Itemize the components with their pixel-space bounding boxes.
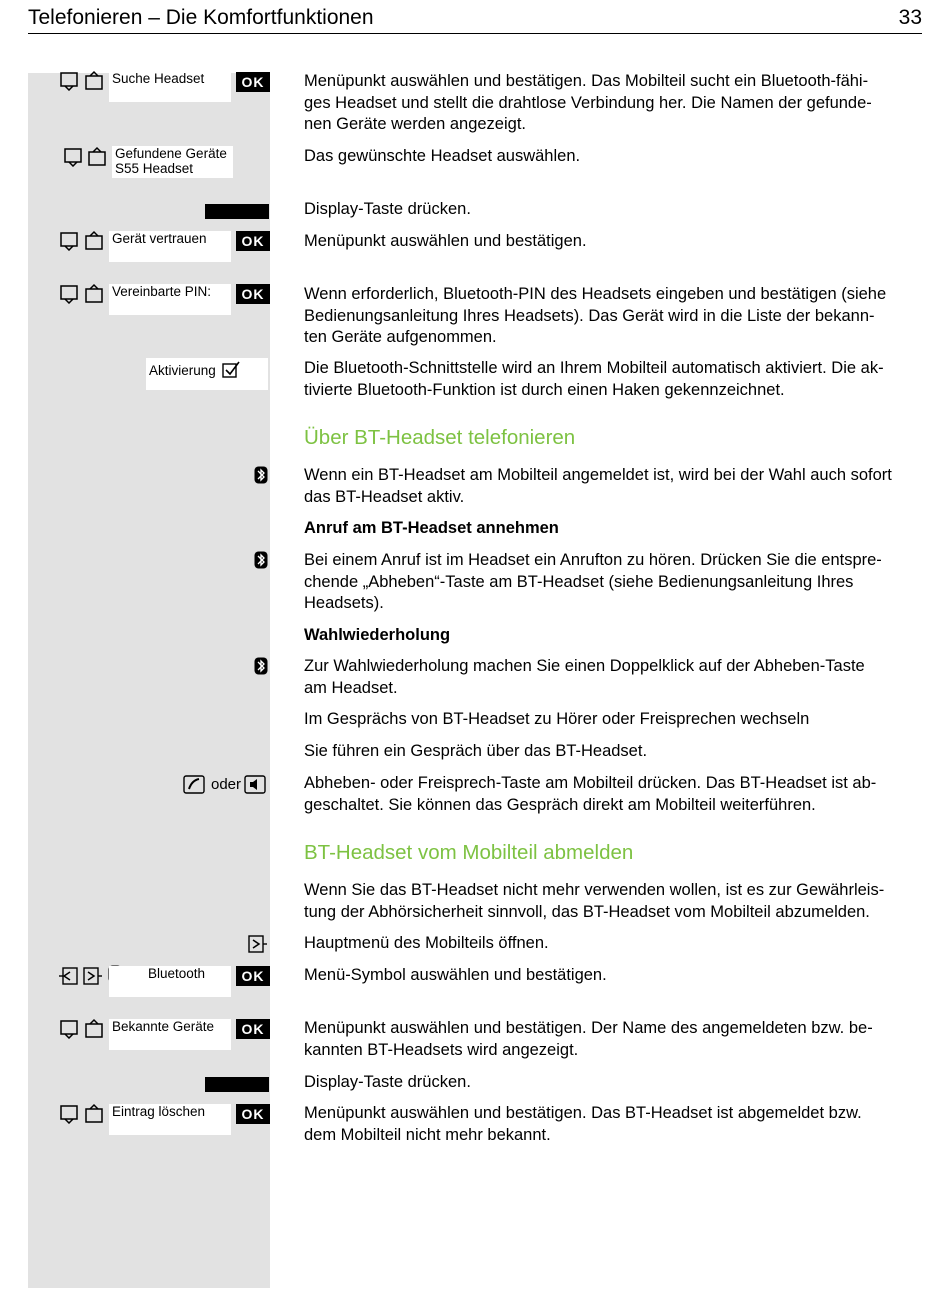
nav-up-key-icon <box>85 70 103 90</box>
handset-key-icon <box>183 775 205 794</box>
ok-key-icon: OK <box>236 1104 270 1124</box>
nav-up-key-icon <box>85 1018 103 1038</box>
text-line: chende „Abheben“-Taste am BT-Headset (siehe Bedienungsanleitung Ihres <box>304 572 854 591</box>
nav-left-key-icon <box>58 967 78 985</box>
text-line: das BT-Headset aktiv. <box>304 487 465 506</box>
paragraph-activation <box>304 358 924 401</box>
text-line: Menüpunkt auswählen und bestätigen. Das Mobilteil sucht ein Bluetooth-fähi- <box>304 72 869 90</box>
text-line: Menüpunkt auswählen und bestätigen. Der Name des angemeldeten bzw. be- <box>304 1019 873 1037</box>
paragraph-deregister-intro <box>304 880 924 923</box>
display-key-icon <box>205 204 269 219</box>
display-activation-label: Aktivierung <box>149 363 216 378</box>
subheading-redial: Wahlwiederholung <box>304 626 451 644</box>
ok-key-icon: OK <box>236 72 270 92</box>
display-trust-device: Gerät vertrauen <box>109 231 231 262</box>
text-line: Abheben- oder Freisprech-Taste am Mobilteil drücken. Das BT-Headset ist ab- <box>304 774 877 792</box>
ok-key-icon: OK <box>236 231 270 251</box>
paragraph-delete-entry <box>304 1103 924 1146</box>
paragraph-answer-call <box>304 550 924 615</box>
page-number: 33 <box>898 6 922 29</box>
text-line: tung der Abhörsicherheit sinnvoll, das BT-Headset vom Mobilteil abzumelden. <box>304 902 870 921</box>
or-label: oder <box>211 776 242 793</box>
paragraph-redial <box>304 656 924 699</box>
text-line: nen Geräte werden angezeigt. <box>304 115 526 133</box>
section-heading-deregister: BT-Headset vom Mobilteil abmelden <box>304 841 634 864</box>
nav-down-key-icon <box>64 148 82 167</box>
text-line: kannten BT-Headsets wird angezeigt. <box>304 1040 579 1059</box>
ok-key-icon: OK <box>236 284 270 304</box>
nav-up-key-icon <box>85 230 103 250</box>
text-line: Zur Wahlwiederholung machen Sie einen Doppelklick auf der Abheben-Taste <box>304 657 865 675</box>
display-activation <box>146 358 268 390</box>
display-bluetooth: Bluetooth <box>109 966 231 997</box>
paragraph-enter-pin <box>304 284 924 349</box>
checkbox-checked-icon <box>222 361 240 378</box>
display-found-devices-item: S55 Headset <box>115 160 194 176</box>
display-key-icon <box>205 1077 269 1092</box>
nav-down-key-icon <box>60 72 78 91</box>
text-line: Wenn ein BT-Headset am Mobilteil angemeldet ist, wird bei der Wahl auch sofort <box>304 466 892 484</box>
text-line: am Headset. <box>304 678 398 697</box>
paragraph-trust-device: Menüpunkt auswählen und bestätigen. <box>304 232 587 250</box>
menu-key-icon <box>248 935 268 953</box>
section-heading-bt-calls: Über BT-Headset telefonieren <box>304 426 576 449</box>
nav-down-key-icon <box>60 285 78 304</box>
text-line: Menüpunkt auswählen und bestätigen. Das BT-Headset ist abgemeldet bzw. <box>304 1104 862 1122</box>
paragraph-known-devices <box>304 1018 924 1061</box>
ok-key-icon: OK <box>236 1019 270 1039</box>
speaker-key-icon <box>244 775 266 794</box>
text-line: tivierte Bluetooth-Funktion ist durch einen Haken gekennzeichnet. <box>304 380 785 399</box>
bluetooth-icon <box>254 466 268 484</box>
display-search-headset: Suche Headset <box>109 71 231 102</box>
bluetooth-icon <box>254 551 268 569</box>
display-found-devices-title: Gefundene Geräte <box>115 146 227 161</box>
display-known-devices: Bekannte Geräte <box>109 1019 231 1050</box>
nav-down-key-icon <box>60 232 78 251</box>
paragraph-call-active: Sie führen ein Gespräch über das BT-Headset. <box>304 742 648 760</box>
paragraph-display-key-2: Display-Taste drücken. <box>304 1073 471 1091</box>
nav-up-key-icon <box>88 146 106 166</box>
display-agreed-pin: Vereinbarte PIN: <box>109 284 231 315</box>
text-line: Wenn erforderlich, Bluetooth-PIN des Headsets eingeben und bestätigen (siehe <box>304 285 887 303</box>
nav-right-key-icon <box>83 967 103 985</box>
nav-up-key-icon <box>85 283 103 303</box>
text-line: Headsets). <box>304 594 384 612</box>
page-header-title: Telefonieren – Die Komfortfunktionen <box>28 6 374 29</box>
nav-down-key-icon <box>60 1020 78 1039</box>
paragraph-select-headset: Das gewünschte Headset auswählen. <box>304 147 581 165</box>
bluetooth-icon <box>254 657 268 675</box>
display-found-devices <box>112 146 233 178</box>
paragraph-open-menu: Hauptmenü des Mobilteils öffnen. <box>304 934 549 952</box>
text-line: Die Bluetooth-Schnittstelle wird an Ihrem Mobilteil automatisch aktiviert. Die ak- <box>304 359 884 377</box>
text-line: ten Geräte aufgenommen. <box>304 328 497 346</box>
nav-down-key-icon <box>60 1105 78 1124</box>
display-delete-entry: Eintrag löschen <box>109 1104 231 1135</box>
text-line: Bei einem Anruf ist im Headset ein Anrufton zu hören. Drücken Sie die entspre- <box>304 551 882 569</box>
paragraph-take-over <box>304 773 924 816</box>
paragraph-bt-active <box>304 465 924 508</box>
paragraph-switch-call: Im Gesprächs von BT-Headset zu Hörer oder Freisprechen wechseln <box>304 710 810 728</box>
text-line: geschaltet. Sie können das Gespräch direkt am Mobilteil weiterführen. <box>304 795 816 814</box>
header-rule <box>28 33 922 34</box>
paragraph-display-key: Display-Taste drücken. <box>304 200 471 218</box>
paragraph-menu-symbol: Menü-Symbol auswählen und bestätigen. <box>304 966 607 984</box>
text-line: Bedienungsanleitung Ihres Headsets). Das Gerät wird in die Liste der bekann- <box>304 306 875 325</box>
ok-key-icon: OK <box>236 966 270 986</box>
text-line: Wenn Sie das BT-Headset nicht mehr verwenden wollen, ist es zur Gewährleis- <box>304 881 885 899</box>
paragraph-search-headset <box>304 71 924 136</box>
text-line: ges Headset und stellt die drahtlose Verbindung her. Die Namen der gefunde- <box>304 93 872 112</box>
subheading-answer-call: Anruf am BT-Headset annehmen <box>304 519 559 537</box>
text-line: dem Mobilteil nicht mehr bekannt. <box>304 1125 551 1144</box>
nav-up-key-icon <box>85 1103 103 1123</box>
